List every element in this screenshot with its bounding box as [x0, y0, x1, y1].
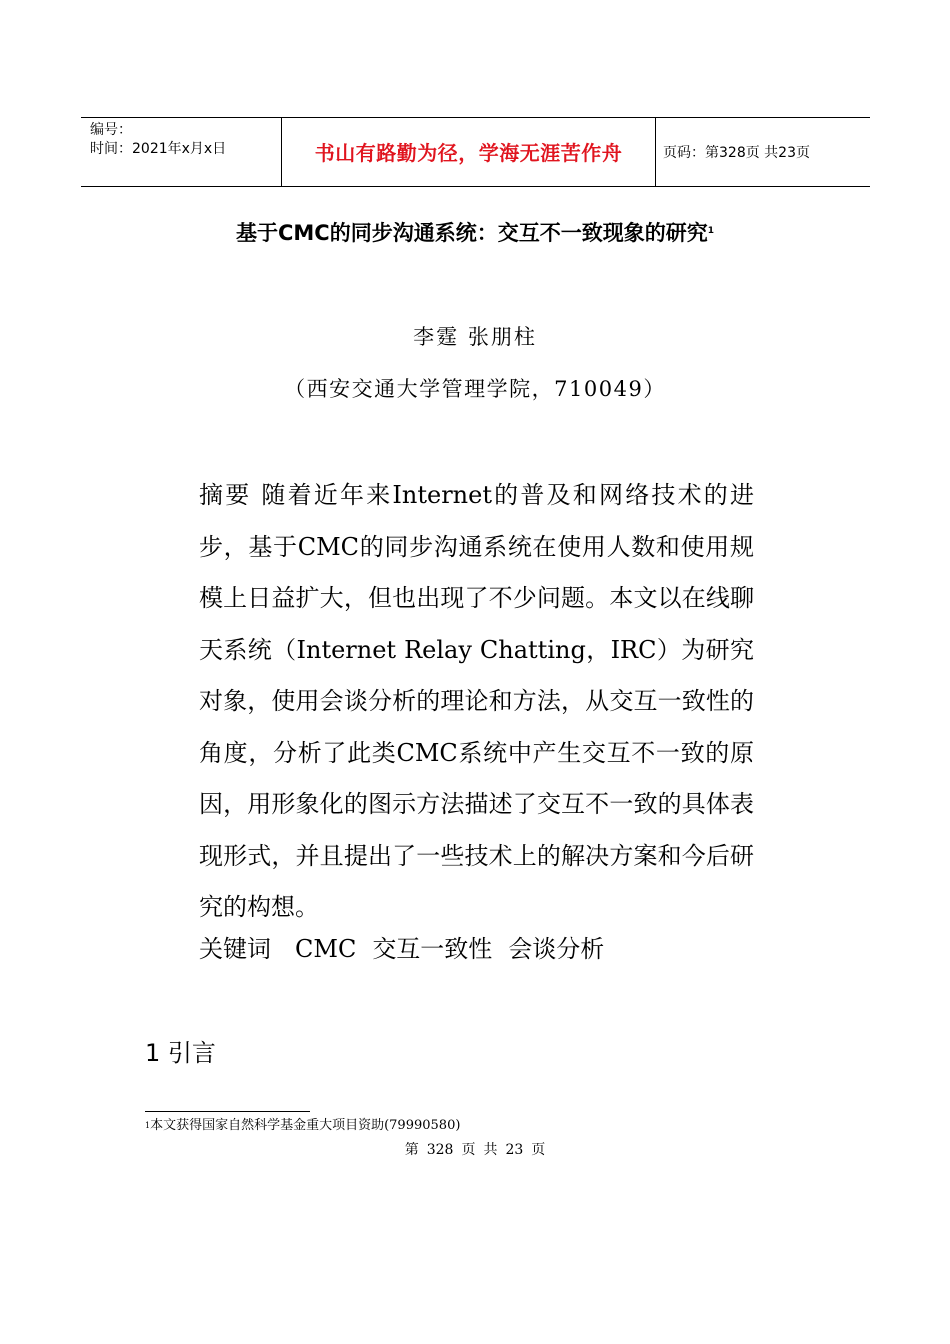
- abstract-paragraph: [199, 470, 754, 934]
- keyword-item: CMC: [295, 935, 357, 963]
- footnote: [145, 1117, 460, 1135]
- paper-title: [0, 218, 950, 248]
- header-page-cell: [655, 118, 870, 186]
- title-footnote-mark: 1: [707, 226, 714, 236]
- page-footer-part: 第: [404, 1142, 419, 1158]
- header-page-info: 页码：第328页 共23页: [663, 145, 810, 161]
- document-number-label: 编号：: [90, 122, 132, 138]
- page-footer-part: 共: [483, 1142, 498, 1158]
- page-footer-part: 页: [531, 1142, 546, 1158]
- paper-affiliation: （西安交通大学管理学院，710049）: [284, 377, 666, 401]
- paper-title-text: 基于CMC的同步沟通系统：交互不一致现象的研究: [236, 221, 708, 245]
- header-motto-cell: [281, 118, 656, 186]
- keywords-label: 关键词: [199, 935, 271, 963]
- header-table: [81, 117, 870, 187]
- footnote-text: 本文获得国家自然科学基金重大项目资助(79990580): [150, 1118, 461, 1133]
- header-left-cell: [81, 118, 281, 186]
- motto-text: 书山有路勤为径，学海无涯苦作舟: [314, 141, 623, 165]
- page-footer: [0, 1140, 950, 1160]
- page-footer-part: 页: [461, 1142, 476, 1158]
- keyword-item: 交互一致性: [372, 935, 493, 963]
- keywords-line: [199, 927, 620, 971]
- footnote-divider: [145, 1111, 310, 1112]
- paper-authors: 李霆 张朋柱: [413, 325, 537, 349]
- abstract-text: 随着近年来Internet的普及和网络技术的进步，基于CMC的同步沟通系统在使用人数和使用规模上日益扩大，但也出现了不少问题。本文以在线聊天系统（Internet Relay Chatting，IRC）为研究对象，使用会谈分析的理论和方法，从交互一致性的角度，分析了此类CMC系统中产生交互不一致的原因，用形象化的图示方法描述了交互不一致的具体表现形式，并且提出了一些技术上的解决方案和今后研究的构想。: [199, 481, 755, 921]
- keyword-item: 会谈分析: [508, 935, 605, 963]
- page-footer-total: 23: [505, 1142, 524, 1158]
- document-time-label: 时间：2021年x月x日: [90, 141, 227, 157]
- abstract-label: 摘要: [199, 481, 252, 509]
- page-footer-current: 328: [426, 1142, 454, 1158]
- footnote-mark: 1: [145, 1121, 151, 1130]
- section-heading: 1 引言: [145, 1039, 216, 1067]
